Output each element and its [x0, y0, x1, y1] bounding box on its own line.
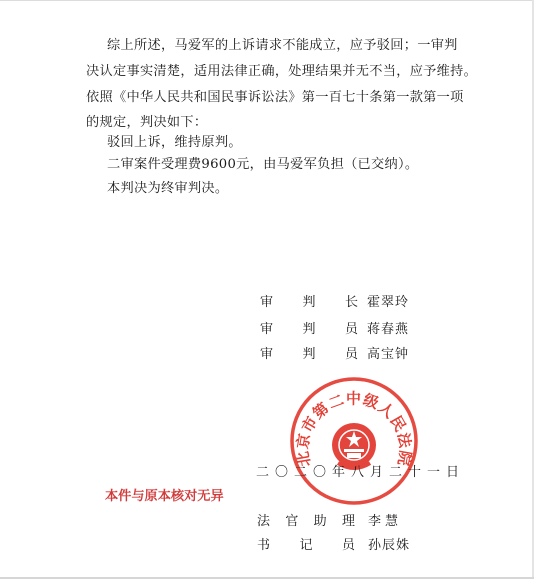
conclusion-paragraph-line-2: 决认定事实清楚，适用法律正确，处理结果并无不当，应予维持。 [86, 64, 478, 79]
conclusion-paragraph-line-3: 依照《中华人民共和国民事诉讼法》第一百七十条第一款第一项 [86, 90, 464, 105]
judge-name: 蒋春燕 [367, 322, 410, 337]
conclusion-paragraph-line-1: 综上所述，马爱军的上诉请求不能成立，应予驳回；一审判 [107, 38, 458, 53]
court-seal [288, 375, 420, 507]
national-emblem-icon [332, 423, 376, 468]
presiding-judge-title: 审 判 长 [260, 295, 358, 310]
verification-stamp-text: 本件与原本核对无异 [105, 489, 224, 504]
conclusion-paragraph-line-4: 的规定，判决如下： [86, 115, 208, 130]
court-fee-text: 二审案件受理费9600元，由马爱军负担（已交纳）。 [107, 157, 419, 172]
judgment-date: 二〇二〇年八月二十一日 [256, 465, 466, 480]
judge-name: 高宝钟 [367, 347, 410, 362]
svg-text:北京市第二中级人民法院: 北京市第二中级人民法院 [293, 389, 415, 469]
final-judgment-text: 本判决为终审判决。 [107, 181, 229, 196]
judgment-text: 驳回上诉，维持原判。 [107, 135, 242, 150]
judge-assistant-name: 李慧 [368, 514, 403, 529]
court-clerk-name: 孙辰姝 [368, 538, 411, 553]
judge-title: 审 判 员 [260, 322, 358, 337]
page-top-border [0, 0, 534, 1]
presiding-judge-name: 霍翠玲 [367, 295, 410, 310]
judge-title: 审 判 员 [260, 347, 358, 362]
judge-assistant-title: 法 官 助 理 [257, 514, 355, 529]
court-clerk-title: 书 记 员 [257, 538, 355, 553]
